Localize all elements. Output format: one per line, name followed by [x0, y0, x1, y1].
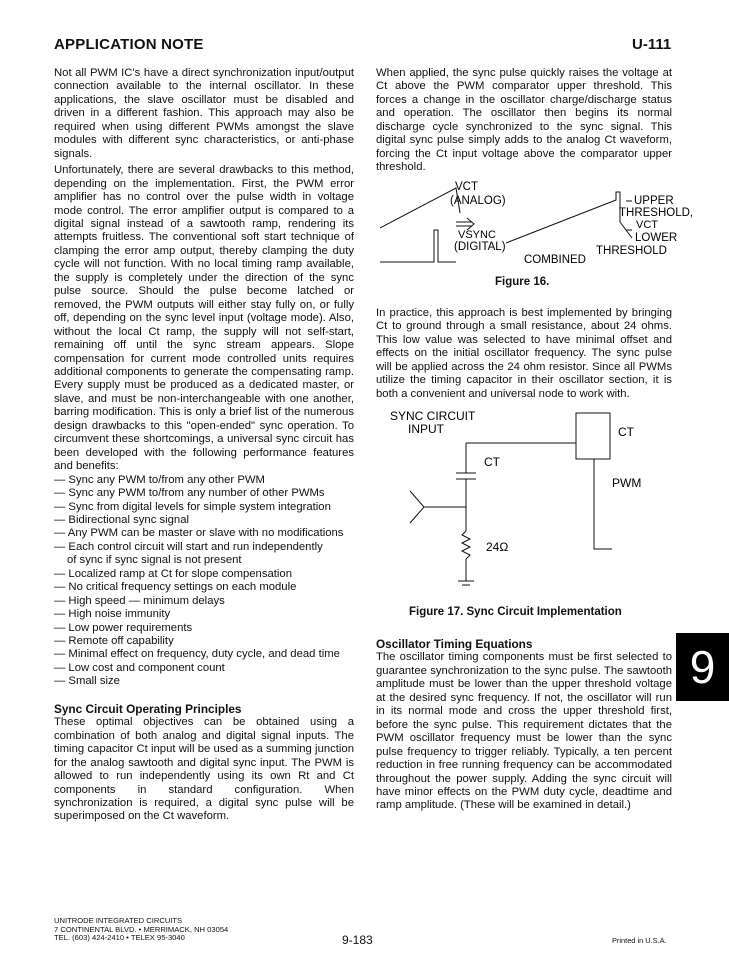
right-column	[376, 67, 672, 175]
paragraph: Not all PWM IC's have a direct synchronization input/output connection available to the internal oscillator. In these applications, the slave oscillator must be disabled and driven in a different fashion. This approach may also be required when using different PWMs amongst the slave modules with different sync characteristics, or anti-phase signals.	[54, 67, 354, 160]
upper-label: UPPER	[634, 195, 674, 207]
list-item: — High noise immunity	[54, 608, 171, 621]
vsync-label: VSYNC	[458, 229, 496, 241]
right-column-2	[376, 307, 672, 401]
left-column	[54, 67, 354, 824]
footer-address	[54, 917, 228, 943]
input-label: INPUT	[408, 422, 444, 436]
figure-16-caption: Figure 16.	[495, 276, 550, 288]
analog-label: (ANALOG)	[450, 195, 506, 207]
pwm-ct-box	[576, 413, 610, 459]
list-item: — Bidirectional sync signal	[54, 513, 189, 526]
list-item: — Localized ramp at Ct for slope compensation	[54, 567, 292, 580]
resistor-label: 24Ω	[486, 540, 509, 554]
vct-label: VCT	[455, 181, 478, 193]
list-item: — Low cost and component count	[54, 661, 225, 674]
footer-line: TEL. (603) 424-2410 • TELEX 95-3040	[54, 933, 185, 943]
list-item: — Low power requirements	[54, 621, 193, 634]
footer-line: 7 CONTINENTAL BLVD. • MERRIMACK, NH 03054	[54, 924, 229, 934]
sync-circuit-label: SYNC CIRCUIT	[390, 409, 476, 423]
document-number: U-111	[632, 36, 672, 53]
benefits-list	[54, 474, 354, 689]
threshold-label: THRESHOLD	[596, 245, 667, 257]
list-item: — Small size	[54, 675, 120, 688]
capacitor-plates	[456, 473, 476, 479]
lower-label: LOWER	[635, 232, 678, 244]
section-heading: Oscillator Timing Equations	[376, 637, 533, 651]
section-tab: 9	[676, 633, 729, 701]
ct-label: CT	[484, 455, 500, 469]
header-title: APPLICATION NOTE	[54, 36, 204, 53]
paragraph: Unfortunately, there are several drawbacks to this method, depending on the implementation. First, the PWM error amplifier has no control over the pulse width in voltage mode control. The error amplifier output is compared to a digital signal instead of a sawtooth ramp, rendering its attempts fruitless. The conventional soft start technique of clamping the error amp output, thereby clamping the duty cycle will not function. With no local timing ramp available, the supply is completely under the direction of the sync pulse source. Should the pulse become latched or removed, the PWM outputs will either stay fully on, or fully off, depending on the sync level input (voltage mode). Also, without the local Ct ramp, the supply will not self-start, remaining off until the sync stream appears. Slope compensation for current mode controlled units requires additional components to generate the compensating ramp. Every supply must be produced as a dedicated master, or slave, and must be non-interchangeable with one another, barring modification. This is only a brief list of the numerous design drawbacks to this "open-ended" sync operation. To circumvent these shortcomings, a universal sync circuit has been developed with the following performance features and benefits:	[54, 164, 354, 473]
threshold-label: THRESHOLD,	[619, 207, 694, 219]
input-arrow	[410, 491, 424, 523]
pwm-bracket	[594, 459, 612, 549]
analog-ramp-trace	[380, 188, 460, 228]
paragraph: The oscillator timing components must be first selected to guarantee synchronization to the sync pulse. The sawtooth amplitude must be lower than the upper threshold voltage at the desired sync frequency. If not, the oscillator will run in its normal mode and cross the upper threshold first, before the sync pulse. This requirement dictates that the PWM oscillator frequency must be lower than the sync pulse frequency to trigger reliably. Typically, a ten percent reduction in free running frequency can be accommodated throughout the power supply. Adding the sync circuit will have minor effects on the PWM duty cycle, deadtime and ramp amplitude. (These will be examined in detail.)	[376, 651, 672, 812]
footer-line: UNITRODE INTEGRATED CIRCUITS	[54, 916, 183, 925]
list-item: — Each control circuit will start and run independently	[54, 540, 323, 553]
combined-label: COMBINED	[524, 254, 586, 266]
printed-note: Printed in U.S.A.	[612, 936, 667, 945]
figure-16-waveforms	[376, 178, 694, 268]
list-item: — No critical frequency settings on each module	[54, 581, 297, 594]
paragraph: These optimal objectives can be obtained using a combination of both analog and digital signal inputs. The timing capacitor Ct input will be used as a summing junction for the analog sawtooth and digital sync input. The PWM is allowed to run independently using its own Rt and Ct components in standard configuration. When synchronization is required, a digital sync pulse will be superimposed on the Ct waveform.	[54, 716, 354, 823]
digital-label: (DIGITAL)	[454, 241, 506, 253]
list-item: — Sync from digital levels for simple system integration	[54, 500, 331, 513]
list-item: — Minimal effect on frequency, duty cycle, and dead time	[54, 648, 340, 661]
digital-pulse-trace	[380, 230, 456, 262]
right-column-3	[376, 638, 672, 813]
figure-17-caption: Figure 17. Sync Circuit Implementation	[409, 606, 622, 618]
section-heading: Sync Circuit Operating Principles	[54, 701, 242, 716]
paragraph: In practice, this approach is best implemented by bringing Ct to ground through a small resistance, about 24 ohms. This low value was selected to have minimal offset and effects on the initial oscillator frequency. The sync pulse will be applied across the 24 ohm resistor. Since all PWMs utilize the timing capacitor in their oscillator section, it is both a convenient and universal node to work with.	[376, 307, 672, 400]
list-item: of sync if sync signal is not present	[67, 554, 242, 567]
vct-label: VCT	[636, 219, 658, 231]
list-item: — Remote off capability	[54, 635, 174, 648]
list-item: — Sync any PWM to/from any number of other PWMs	[54, 487, 325, 500]
list-item: — Any PWM can be master or slave with no modifications	[54, 527, 344, 540]
paragraph: When applied, the sync pulse quickly raises the voltage at Ct above the PWM comparator upper threshold. This forces a change in the oscillator charge/discharge status and operation. The oscillator then begins its normal discharge cycle synchronized to the sync signal. This digital sync pulse simply adds to the analog Ct waveform, forcing the Ct input voltage above the comparator upper threshold.	[376, 67, 672, 174]
list-item: — Sync any PWM to/from any other PWM	[54, 473, 265, 486]
figure-17-schematic	[380, 405, 660, 605]
resistor-24-ohm	[462, 531, 470, 559]
combined-waveform-trace	[506, 192, 632, 243]
ground-symbol	[458, 581, 474, 585]
ct-label: CT	[618, 425, 634, 439]
list-item: — High speed — minimum delays	[54, 594, 225, 607]
pwm-label: PWM	[612, 476, 642, 490]
page-number: 9-183	[342, 933, 373, 947]
